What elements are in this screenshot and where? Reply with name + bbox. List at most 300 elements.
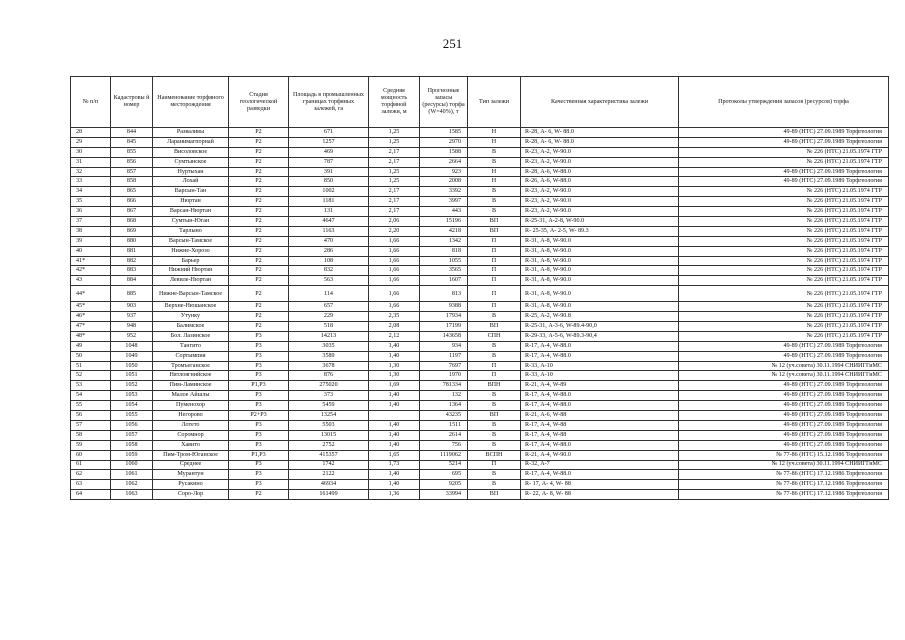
- cell-name: Утунку: [153, 312, 229, 322]
- cell-area: 391: [289, 167, 369, 177]
- cell-area: 1742: [289, 460, 369, 470]
- cell-area: 469: [289, 147, 369, 157]
- cell-cadastral: 952: [111, 331, 153, 341]
- cell-protocol: № 226 (НТС) 21.05.1974 ГТР: [679, 197, 889, 207]
- cell-reserves: 3565: [420, 266, 468, 276]
- table-header-row: [71, 77, 889, 128]
- cell-reserves: 443: [420, 207, 468, 217]
- cell-area: 1181: [289, 197, 369, 207]
- cell-area: 2122: [289, 470, 369, 480]
- cell-area: 657: [289, 302, 369, 312]
- cell-stage: P2: [229, 137, 289, 147]
- cell-area: 1002: [289, 187, 369, 197]
- cell-name: Хавито: [153, 440, 229, 450]
- cell-protocol: 49-89 (НТС) 27.09.1989 Торфгеология: [679, 351, 889, 361]
- table-row: [71, 226, 889, 236]
- cell-name: Нятлоягнийское: [153, 371, 229, 381]
- table-row: [71, 341, 889, 351]
- table-row: [71, 207, 889, 217]
- cell-quality: R-23, А-2, W-90.0: [521, 207, 679, 217]
- cell-thickness: 1,65: [369, 450, 420, 460]
- cell-name: Лотето: [153, 420, 229, 430]
- cell-reserves: 5214: [420, 460, 468, 470]
- cell-quality: R-23, А-2, W-90.0: [521, 187, 679, 197]
- cell-name: Нуртыхан: [153, 167, 229, 177]
- cell-thickness: 1,66: [369, 266, 420, 276]
- col-header-thickness: Средняя мощность торфяной залежи, м: [369, 77, 420, 128]
- col-header-name: Наименование торфяного месторождения: [153, 77, 229, 128]
- cell-thickness: 2,20: [369, 226, 420, 236]
- cell-area: 563: [289, 276, 369, 286]
- cell-name: Тарлыно: [153, 226, 229, 236]
- cell-thickness: 1,66: [369, 286, 420, 302]
- cell-type: В: [468, 420, 521, 430]
- cell-name: Среднее: [153, 460, 229, 470]
- cell-protocol: № 12 (уч.совета) 30.11.1994 СНИИГГиМС: [679, 371, 889, 381]
- cell-cadastral: 1061: [111, 470, 153, 480]
- cell-type: ВПН: [468, 381, 521, 391]
- cell-number: 30: [71, 147, 111, 157]
- cell-reserves: 1055: [420, 256, 468, 266]
- cell-quality: R-17, А-4, W-88.0: [521, 470, 679, 480]
- cell-thickness: 1,40: [369, 341, 420, 351]
- cell-thickness: [369, 411, 420, 421]
- cell-stage: P2: [229, 207, 289, 217]
- cell-reserves: 1585: [420, 128, 468, 138]
- cell-type: В: [468, 430, 521, 440]
- cell-quality: R-26, А-6, W-88.0: [521, 177, 679, 187]
- cell-cadastral: 1055: [111, 411, 153, 421]
- col-header-stage: Стадия геологической разведки: [229, 77, 289, 128]
- cell-quality: R- 22, А- 8, W- 88: [521, 490, 679, 500]
- cell-quality: R-17, А-4, W-88.0: [521, 391, 679, 401]
- cell-cadastral: 1056: [111, 420, 153, 430]
- cell-quality: R-21, А-4, W-89: [521, 381, 679, 391]
- cell-name: Варсын-Тамское: [153, 236, 229, 246]
- cell-type: П: [468, 246, 521, 256]
- cell-cadastral: 1059: [111, 450, 153, 460]
- cell-stage: P2: [229, 217, 289, 227]
- cell-area: 850: [289, 177, 369, 187]
- cell-cadastral: 937: [111, 312, 153, 322]
- cell-protocol: № 226 (НТС) 21.05.1974 ГТР: [679, 147, 889, 157]
- cell-quality: R-33, А-10: [521, 371, 679, 381]
- cell-number: 54: [71, 391, 111, 401]
- cell-area: 518: [289, 322, 369, 332]
- cell-type: В: [468, 401, 521, 411]
- cell-cadastral: 845: [111, 137, 153, 147]
- cell-thickness: 2,35: [369, 312, 420, 322]
- cell-stage: P3: [229, 440, 289, 450]
- cell-stage: P3: [229, 391, 289, 401]
- table-row: [71, 286, 889, 302]
- cell-type: В: [468, 312, 521, 322]
- cell-protocol: № 226 (НТС) 21.05.1974 ГТР: [679, 256, 889, 266]
- cell-stage: P2: [229, 197, 289, 207]
- table-row: [71, 331, 889, 341]
- cell-protocol: 49-89 (НТС) 27.09.1989 Торфгеология: [679, 440, 889, 450]
- cell-quality: R-17, А-4, W-88: [521, 420, 679, 430]
- cell-number: 55: [71, 401, 111, 411]
- cell-quality: R-31, А-8, W-90.0: [521, 236, 679, 246]
- cell-type: СПН: [468, 331, 521, 341]
- table-row: [71, 430, 889, 440]
- cell-name: Пуменохор: [153, 401, 229, 411]
- cell-number: 49: [71, 341, 111, 351]
- cell-area: 286: [289, 246, 369, 256]
- cell-area: 470: [289, 236, 369, 246]
- cell-reserves: 1511: [420, 420, 468, 430]
- cell-reserves: 17199: [420, 322, 468, 332]
- cell-area: 3035: [289, 341, 369, 351]
- cell-thickness: 2,17: [369, 157, 420, 167]
- cell-protocol: 49-89 (НТС) 27.09.1989 Торфгеология: [679, 341, 889, 351]
- cell-type: В: [468, 341, 521, 351]
- cell-number: 61: [71, 460, 111, 470]
- cell-protocol: 49-89 (НТС) 27.09.1989 Торфгеология: [679, 420, 889, 430]
- cell-stage: P1,P3: [229, 450, 289, 460]
- cell-reserves: 1588: [420, 147, 468, 157]
- cell-number: 46*: [71, 312, 111, 322]
- cell-number: 62: [71, 470, 111, 480]
- cell-reserves: 2614: [420, 430, 468, 440]
- cell-protocol: № 226 (НТС) 21.05.1974 ГТР: [679, 331, 889, 341]
- cell-thickness: 1,25: [369, 177, 420, 187]
- cell-protocol: № 226 (НТС) 21.05.1974 ГТР: [679, 217, 889, 227]
- cell-quality: R-33, А-10: [521, 361, 679, 371]
- cell-stage: P3: [229, 361, 289, 371]
- cell-protocol: 49-89 (НТС) 27.09.1989 Торфгеология: [679, 430, 889, 440]
- cell-area: 108: [289, 256, 369, 266]
- cell-number: 47*: [71, 322, 111, 332]
- table-row: [71, 381, 889, 391]
- cell-type: В: [468, 351, 521, 361]
- cell-thickness: 1,25: [369, 167, 420, 177]
- cell-quality: R-31, А-8, W-90.0: [521, 302, 679, 312]
- cell-name: Тромъеганское: [153, 361, 229, 371]
- cell-area: 876: [289, 371, 369, 381]
- cell-quality: R-28, А-6, W-88.0: [521, 167, 679, 177]
- cell-quality: R-23, А-2, W-90.0: [521, 157, 679, 167]
- cell-number: 52: [71, 371, 111, 381]
- cell-reserves: 3392: [420, 187, 468, 197]
- table-row: [71, 147, 889, 157]
- table-row: [71, 440, 889, 450]
- cell-protocol: 49-89 (НТС) 27.09.1989 Торфгеология: [679, 401, 889, 411]
- cell-reserves: 1364: [420, 401, 468, 411]
- cell-name: Нюртан: [153, 197, 229, 207]
- table-row: [71, 128, 889, 138]
- cell-protocol: № 226 (НТС) 21.05.1974 ГТР: [679, 236, 889, 246]
- cell-name: Пим-Тром-Юганское: [153, 450, 229, 460]
- cell-type: Н: [468, 167, 521, 177]
- cell-name: Варсын-Тан: [153, 187, 229, 197]
- table-row: [71, 391, 889, 401]
- cell-name: Соро-Лор: [153, 490, 229, 500]
- cell-quality: R-23, А-2, W-90.0: [521, 197, 679, 207]
- cell-type: В: [468, 480, 521, 490]
- cell-number: 58: [71, 430, 111, 440]
- cell-thickness: 1,30: [369, 361, 420, 371]
- cell-stage: P1,P3: [229, 381, 289, 391]
- cell-quality: R-29-33, А-5-6, W-89.3-90,4: [521, 331, 679, 341]
- cell-name: Верхне-Нюшанское: [153, 302, 229, 312]
- cell-type: П: [468, 361, 521, 371]
- cell-reserves: 43235: [420, 411, 468, 421]
- cell-stage: P2: [229, 167, 289, 177]
- cell-reserves: 143658: [420, 331, 468, 341]
- cell-protocol: № 226 (НТС) 21.05.1974 ГТР: [679, 207, 889, 217]
- cell-area: 13254: [289, 411, 369, 421]
- cell-area: 832: [289, 266, 369, 276]
- cell-reserves: 7697: [420, 361, 468, 371]
- cell-reserves: 695: [420, 470, 468, 480]
- cell-name: Варсан-Нюртан: [153, 207, 229, 217]
- cell-name: Мурантун: [153, 470, 229, 480]
- cell-cadastral: 880: [111, 236, 153, 246]
- cell-stage: P2: [229, 246, 289, 256]
- table-row: [71, 137, 889, 147]
- cell-reserves: 781334: [420, 381, 468, 391]
- cell-protocol: № 226 (НТС) 21.05.1974 ГТР: [679, 312, 889, 322]
- table-row: [71, 197, 889, 207]
- cell-thickness: 1,30: [369, 371, 420, 381]
- cell-number: 42*: [71, 266, 111, 276]
- cell-stage: P2: [229, 177, 289, 187]
- cell-cadastral: 857: [111, 167, 153, 177]
- cell-number: 41*: [71, 256, 111, 266]
- cell-number: 44*: [71, 286, 111, 302]
- table-row: [71, 266, 889, 276]
- col-header-type: Тип залежи: [468, 77, 521, 128]
- cell-thickness: 1,66: [369, 246, 420, 256]
- cell-area: 4647: [289, 217, 369, 227]
- cell-number: 51: [71, 361, 111, 371]
- col-header-reserves: Прогнозные запасы (ресурсы) торфа (W=40%), т: [420, 77, 468, 128]
- cell-quality: R-31, А-8, W-90.0: [521, 286, 679, 302]
- cell-reserves: 132: [420, 391, 468, 401]
- cell-thickness: 2,17: [369, 207, 420, 217]
- cell-stage: P2: [229, 187, 289, 197]
- cell-type: В: [468, 391, 521, 401]
- cell-number: 34: [71, 187, 111, 197]
- cell-type: Н: [468, 137, 521, 147]
- cell-name: Балимское: [153, 322, 229, 332]
- cell-reserves: 9388: [420, 302, 468, 312]
- table-row: [71, 450, 889, 460]
- cell-thickness: 2,17: [369, 197, 420, 207]
- cell-thickness: 1,40: [369, 470, 420, 480]
- cell-cadastral: 1049: [111, 351, 153, 361]
- cell-quality: R-17, А-4, W-88.0: [521, 401, 679, 411]
- table-row: [71, 246, 889, 256]
- cell-cadastral: 882: [111, 256, 153, 266]
- cell-cadastral: 903: [111, 302, 153, 312]
- cell-protocol: 49-89 (НТС) 27.09.1989 Торфгеология: [679, 167, 889, 177]
- cell-reserves: 813: [420, 286, 468, 302]
- table-row: [71, 322, 889, 332]
- cell-name: Соромнор: [153, 430, 229, 440]
- cell-cadastral: 884: [111, 276, 153, 286]
- cell-cadastral: 1058: [111, 440, 153, 450]
- cell-cadastral: 1060: [111, 460, 153, 470]
- cell-name: Сумтын-Юган: [153, 217, 229, 227]
- cell-cadastral: 1051: [111, 371, 153, 381]
- cell-stage: P3: [229, 430, 289, 440]
- cell-name: Пим-Ламинское: [153, 381, 229, 391]
- cell-stage: P3: [229, 470, 289, 480]
- cell-number: 40: [71, 246, 111, 256]
- cell-protocol: 49-89 (НТС) 27.09.1989 Торфгеология: [679, 411, 889, 421]
- cell-type: В: [468, 440, 521, 450]
- table-row: [71, 371, 889, 381]
- cell-type: ВСПН: [468, 450, 521, 460]
- cell-stage: P2: [229, 266, 289, 276]
- cell-quality: R- 25-35, А- 2-5, W- 89.3: [521, 226, 679, 236]
- cell-cadastral: 1050: [111, 361, 153, 371]
- cell-reserves: 1970: [420, 371, 468, 381]
- cell-name: Русакино: [153, 480, 229, 490]
- cell-type: П: [468, 286, 521, 302]
- cell-name: Барьер: [153, 256, 229, 266]
- cell-protocol: № 226 (НТС) 21.05.1974 ГТР: [679, 302, 889, 312]
- cell-reserves: 1197: [420, 351, 468, 361]
- cell-area: 1257: [289, 137, 369, 147]
- cell-thickness: 2,08: [369, 322, 420, 332]
- cell-stage: P2: [229, 147, 289, 157]
- cell-number: 32: [71, 167, 111, 177]
- cell-number: 29: [71, 137, 111, 147]
- cell-number: 56: [71, 411, 111, 421]
- cell-reserves: 1119062: [420, 450, 468, 460]
- cell-name: Висоловское: [153, 147, 229, 157]
- table-row: [71, 401, 889, 411]
- cell-name: Нижний Нюртан: [153, 266, 229, 276]
- cell-area: 14213: [289, 331, 369, 341]
- cell-number: 39: [71, 236, 111, 246]
- cell-number: 31: [71, 157, 111, 167]
- cell-reserves: 934: [420, 341, 468, 351]
- table-row: [71, 361, 889, 371]
- cell-quality: R-31, А-8, W-90.0: [521, 246, 679, 256]
- cell-protocol: № 226 (НТС) 21.05.1974 ГТР: [679, 276, 889, 286]
- cell-cadastral: 855: [111, 147, 153, 157]
- cell-quality: R-17, А-4, W-88.0: [521, 341, 679, 351]
- cell-protocol: 49-89 (НТС) 27.09.1989 Торфгеология: [679, 177, 889, 187]
- cell-number: 38: [71, 226, 111, 236]
- cell-stage: P2: [229, 226, 289, 236]
- cell-cadastral: 856: [111, 157, 153, 167]
- cell-protocol: 49-89 (НТС) 27.09.1989 Торфгеология: [679, 137, 889, 147]
- cell-area: 161499: [289, 490, 369, 500]
- cell-stage: P2: [229, 276, 289, 286]
- cell-name: Ларанимагпорнай: [153, 137, 229, 147]
- cell-cadastral: 1053: [111, 391, 153, 401]
- cell-stage: P2: [229, 312, 289, 322]
- col-header-cadastral: Кадастровы й номер: [111, 77, 153, 128]
- cell-number: 64: [71, 490, 111, 500]
- cell-name: Малое Айшлы: [153, 391, 229, 401]
- cell-thickness: 1,40: [369, 430, 420, 440]
- cell-type: В: [468, 197, 521, 207]
- cell-reserves: 9205: [420, 480, 468, 490]
- cell-thickness: 1,66: [369, 276, 420, 286]
- cell-type: ВП: [468, 217, 521, 227]
- cell-stage: P2: [229, 322, 289, 332]
- cell-reserves: 33994: [420, 490, 468, 500]
- cell-cadastral: 844: [111, 128, 153, 138]
- cell-cadastral: 881: [111, 246, 153, 256]
- cell-reserves: 1607: [420, 276, 468, 286]
- cell-area: 5459: [289, 401, 369, 411]
- cell-protocol: № 226 (НТС) 21.05.1974 ГТР: [679, 226, 889, 236]
- cell-name: Левиле-Нюртан: [153, 276, 229, 286]
- cell-stage: P2: [229, 157, 289, 167]
- cell-name: Негорово: [153, 411, 229, 421]
- table-row: [71, 167, 889, 177]
- cell-area: 275020: [289, 381, 369, 391]
- table-row: [71, 312, 889, 322]
- cell-number: 28: [71, 128, 111, 138]
- cell-number: 35: [71, 197, 111, 207]
- cell-stage: P2+P3: [229, 411, 289, 421]
- cell-area: 13015: [289, 430, 369, 440]
- cell-reserves: 923: [420, 167, 468, 177]
- cell-stage: P2: [229, 128, 289, 138]
- cell-reserves: 3997: [420, 197, 468, 207]
- cell-number: 45*: [71, 302, 111, 312]
- cell-reserves: 4218: [420, 226, 468, 236]
- cell-quality: R-17, А-4, W-88: [521, 430, 679, 440]
- table-row: [71, 302, 889, 312]
- cell-protocol: № 226 (НТС) 21.05.1974 ГТР: [679, 187, 889, 197]
- cell-quality: R-28, А- 6, W- 88.0: [521, 128, 679, 138]
- cell-number: 43: [71, 276, 111, 286]
- cell-thickness: 1,25: [369, 128, 420, 138]
- cell-stage: P2: [229, 286, 289, 302]
- cell-quality: R-31, А-8, W-90.0: [521, 256, 679, 266]
- cell-number: 48*: [71, 331, 111, 341]
- cell-number: 63: [71, 480, 111, 490]
- cell-protocol: 49-89 (НТС) 27.09.1989 Торфгеология: [679, 381, 889, 391]
- cell-area: 2752: [289, 440, 369, 450]
- cell-area: 3589: [289, 351, 369, 361]
- cell-type: П: [468, 276, 521, 286]
- peat-deposits-table: [70, 76, 889, 500]
- cell-number: 60: [71, 450, 111, 460]
- cell-area: 131: [289, 207, 369, 217]
- cell-thickness: 1,40: [369, 440, 420, 450]
- cell-thickness: 1,36: [369, 490, 420, 500]
- cell-stage: P3: [229, 401, 289, 411]
- cell-thickness: 1,40: [369, 391, 420, 401]
- cell-area: 5503: [289, 420, 369, 430]
- cell-cadastral: 948: [111, 322, 153, 332]
- cell-quality: R- 17, А- 4, W- 88: [521, 480, 679, 490]
- cell-name: Лохай: [153, 177, 229, 187]
- cell-type: ВП: [468, 490, 521, 500]
- cell-thickness: 1,40: [369, 480, 420, 490]
- col-header-protocol: Протоколы утверждения запасов (ресурсов) торфа: [679, 77, 889, 128]
- table-row: [71, 177, 889, 187]
- cell-number: 37: [71, 217, 111, 227]
- cell-thickness: 2,17: [369, 187, 420, 197]
- cell-stage: P2: [229, 302, 289, 312]
- cell-reserves: 818: [420, 246, 468, 256]
- cell-stage: P2: [229, 490, 289, 500]
- cell-type: ВП: [468, 226, 521, 236]
- cell-thickness: 1,40: [369, 351, 420, 361]
